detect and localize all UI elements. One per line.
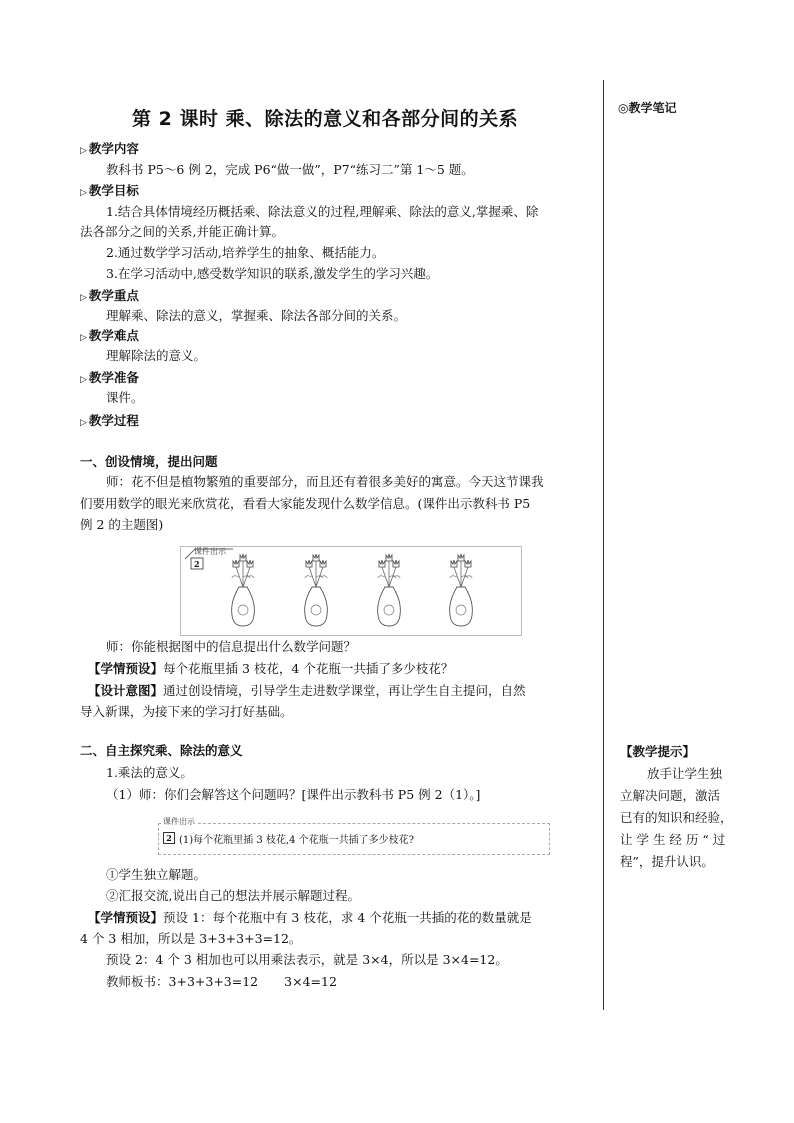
box-question: (1)每个花瓶里插 3 枝花,4 个花瓶一共插了多少枝花? [179, 835, 414, 846]
vase-with-flowers [450, 554, 473, 626]
goal-1-line-b: 法各部分之间的关系,并能正确计算。 [80, 224, 284, 239]
part1-paragraph-b: 们要用数学的眼光来欣赏花，看看大家能发现什么数学信息。(课件出示教科书 P5 [80, 496, 531, 511]
triangle-icon: ▷ [80, 293, 87, 303]
vase-with-flowers [378, 554, 401, 626]
part2-step1: ①学生独立解题。 [106, 867, 207, 882]
part1-question: 师：你能根据图中的信息提出什么数学问题？ [106, 639, 357, 654]
sidebar-tip-line2: 立解决问题，激活 [620, 788, 721, 803]
part1-paragraph-a: 师：花不但是植物繁殖的重要部分，而且还有着很多美好的寓意。今天这节课我 [106, 474, 544, 489]
sidebar-tip-line4: 让 学 生 经 历 “ 过 [620, 832, 726, 847]
part1-preset: 【学情预设】每个花瓶里插 3 枝花，4 个花瓶一共插了多少枝花？ [88, 661, 454, 676]
part2-heading: 二、自主探究乘、除法的意义 [80, 743, 243, 758]
triangle-icon: ▷ [80, 146, 87, 156]
section-key-heading: ▷ 教学重点 [80, 288, 139, 303]
section-content-heading: ▷ 教学内容 [80, 141, 139, 156]
sidebar-tip-line5: 程”，提升认识。 [620, 854, 714, 869]
vase-with-flowers [232, 554, 255, 626]
part2-preset-a: 【学情预设】预设 1：每个花瓶中有 3 枝花，求 4 个花瓶一共插的花的数量就是 [88, 910, 532, 925]
part2-board: 教师板书：3+3+3+3=12 3×4=12 [106, 974, 337, 989]
content-text: 教科书 P5～6 例 2，完成 P6“做一做”，P7“练习二”第 1～5 题。 [106, 162, 474, 177]
column-divider [603, 80, 604, 1010]
sidebar-tip-label: 【教学提示】 [620, 744, 696, 759]
box-tag: 课件出示 [163, 817, 195, 826]
notes-label: ◎教学笔记 [618, 101, 677, 115]
triangle-icon: ▷ [80, 418, 87, 428]
goal-3: 3.在学习活动中,感受数学知识的联系,激发学生的学习兴趣。 [106, 266, 439, 281]
section-prep-heading: ▷ 教学准备 [80, 370, 139, 385]
section-process-heading: ▷ 教学过程 [80, 413, 139, 428]
prep-text: 课件。 [106, 390, 144, 405]
goal-1-line-a: 1.结合具体情境经历概括乘、除法意义的过程,理解乘、除法的意义,掌握乘、除 [106, 204, 539, 219]
part2-sub2: （1）师：你们会解答这个问题吗？[课件出示教科书 P5 例 2（1）。] [106, 787, 481, 802]
goal-2: 2.通过数学学习活动,培养学生的抽象、概括能力。 [106, 245, 385, 260]
figure-tag: 课件出示 [194, 547, 226, 556]
vase-group [232, 554, 473, 626]
page-title: 第 2 课时 乘、除法的意义和各部分间的关系 [132, 108, 519, 130]
part1-intent-a: 【设计意图】通过创设情境，引导学生走进数学课堂，再让学生自主提问，自然 [88, 683, 526, 698]
part2-preset2: 预设 2：4 个 3 相加也可以用乘法表示，就是 3×4，所以是 3×4=12。 [106, 952, 508, 967]
figure-number: 2 [194, 559, 200, 569]
key-text: 理解乘、除法的意义，掌握乘、除法各部分间的关系。 [106, 308, 407, 323]
courseware-figure [180, 546, 522, 636]
triangle-icon: ▷ [80, 188, 87, 198]
vase-with-flowers [305, 554, 328, 626]
section-goals-heading: ▷ 教学目标 [80, 183, 139, 198]
part2-step2: ②汇报交流,说出自己的想法并展示解题过程。 [106, 888, 360, 903]
box-number: 2 [163, 832, 175, 844]
part2-preset-b: 4 个 3 相加，所以是 3+3+3+3=12。 [80, 931, 302, 946]
section-difficulty-heading: ▷ 教学难点 [80, 328, 139, 343]
flower-vases-illustration [181, 547, 521, 635]
sidebar-tip-line1: 放手让学生独 [647, 766, 723, 781]
sidebar-tip-line3: 已有的知识和经验， [620, 810, 733, 825]
part1-paragraph-c: 例 2 的主题图) [80, 517, 164, 532]
triangle-icon: ▷ [80, 333, 87, 343]
triangle-icon: ▷ [80, 375, 87, 385]
courseware-question-box [158, 817, 550, 855]
part1-intent-b: 导入新课，为接下来的学习打好基础。 [80, 704, 293, 719]
difficulty-text: 理解除法的意义。 [106, 348, 207, 363]
part1-heading: 一、创设情境，提出问题 [80, 454, 218, 469]
part2-sub1: 1.乘法的意义。 [106, 765, 193, 780]
